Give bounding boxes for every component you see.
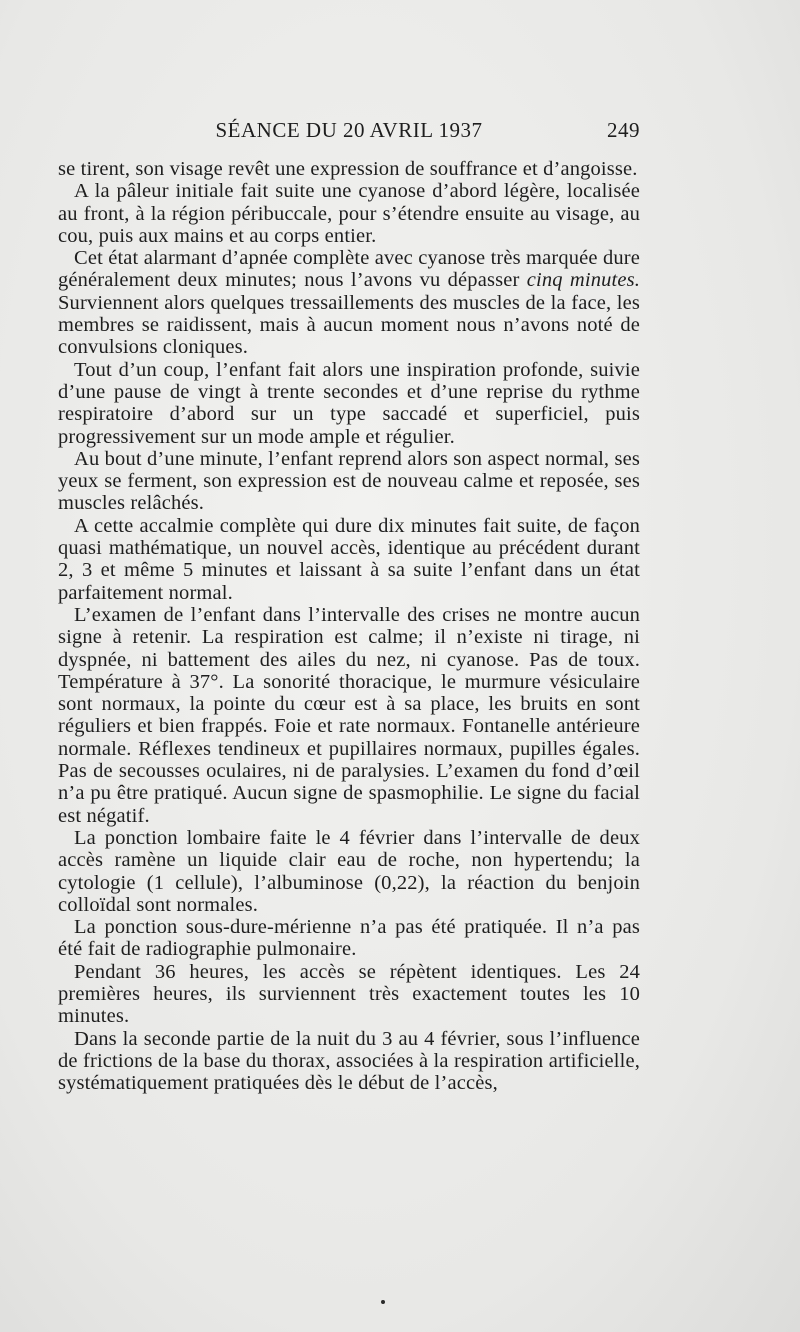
paragraph-3-part-1: Cet état alarmant d’apnée complète avec cyanose très marquée dure généralement deux minutes; nous l’avons vu dépasser: [58, 247, 640, 292]
paragraph-3: [58, 247, 640, 358]
paragraph-7: L’examen de l’enfant dans l’intervalle des crises ne montre aucun signe à retenir. La respiration est calme; il n’existe ni tirage, ni dyspnée, ni battement des ailes du nez, ni cyanose. Pas de toux. Température à 37°. La sonorité thoracique, le murmure vésiculaire sont normaux, la pointe du cœur est à sa place, les bruits en sont réguliers et bien frappés. Foie et rate normaux. Fontanelle antérieure normale. Réflexes tendineux et pupillaires normaux, pupilles égales. Pas de secousses oculaires, ni de paralysies. L’examen du fond d’œil n’a pu être pratiqué. Aucun signe de spasmophilie. Le signe du facial est négatif.: [58, 603, 640, 827]
paragraph-3-italic: cinq minutes.: [526, 269, 640, 292]
page-mark-dot: [381, 1300, 385, 1304]
paragraph-2: A la pâleur initiale fait suite une cyanose d’abord légère, localisée au front, à la région péribuccale, pour s’étendre ensuite au visage, au cou, puis aux mains et au corps entier.: [58, 180, 640, 247]
paragraph-4: Tout d’un coup, l’enfant fait alors une inspiration profonde, suivie d’une pause de vingt à trente secondes et d’une reprise du rythme respiratoire d’abord sur un type saccadé et superficiel, puis progressivement sur un mode ample et régulier.: [58, 358, 640, 448]
paragraph-1: se tirent, son visage revêt une expression de souffrance et d’angoisse.: [58, 158, 638, 180]
running-header: [58, 113, 640, 149]
paragraph-5: Au bout d’une minute, l’enfant reprend alors son aspect normal, ses yeux se ferment, son expression est de nouveau calme et reposée, ses muscles relâchés.: [58, 447, 640, 515]
paragraph-11: Dans la seconde partie de la nuit du 3 au 4 février, sous l’influence de frictions de la base du thorax, associées à la respiration artificielle, systématiquement pratiquées dès le début de l’accès,: [58, 1027, 640, 1095]
page-number: 249: [607, 118, 640, 142]
title-year: 1937: [438, 118, 483, 142]
paragraph-10: Pendant 36 heures, les accès se répètent identiques. Les 24 premières heures, ils surviennent très exactement toutes les 10 minutes.: [58, 960, 640, 1028]
title-month: AVRIL: [365, 118, 439, 142]
paragraph-8: La ponction lombaire faite le 4 février dans l’intervalle de deux accès ramène un liquide clair eau de roche, non hypertendu; la cytologie (1 cellule), l’albuminose (0,22), la réaction du benjoin colloïdal sont normales.: [58, 826, 640, 916]
body-text: [58, 158, 640, 1094]
paragraph-3-part-2: Surviennent alors quelques tressaillements des muscles de la face, les membres se raidissent, mais à aucun moment nous n’avons noté de convulsions cloniques.: [58, 291, 640, 359]
paragraph-6: A cette accalmie complète qui dure dix minutes fait suite, de façon quasi mathématique, un nouvel accès, identique au précédent durant 2, 3 et même 5 minutes et laissant à sa suite l’enfant dans un état parfaitement normal.: [58, 514, 640, 604]
running-title: [58, 118, 640, 143]
title-day: 20: [343, 118, 365, 142]
title-prefix: SÉANCE DU: [215, 118, 343, 142]
paragraph-9: La ponction sous-dure-mérienne n’a pas été pratiquée. Il n’a pas été fait de radiographie pulmonaire.: [58, 916, 640, 961]
